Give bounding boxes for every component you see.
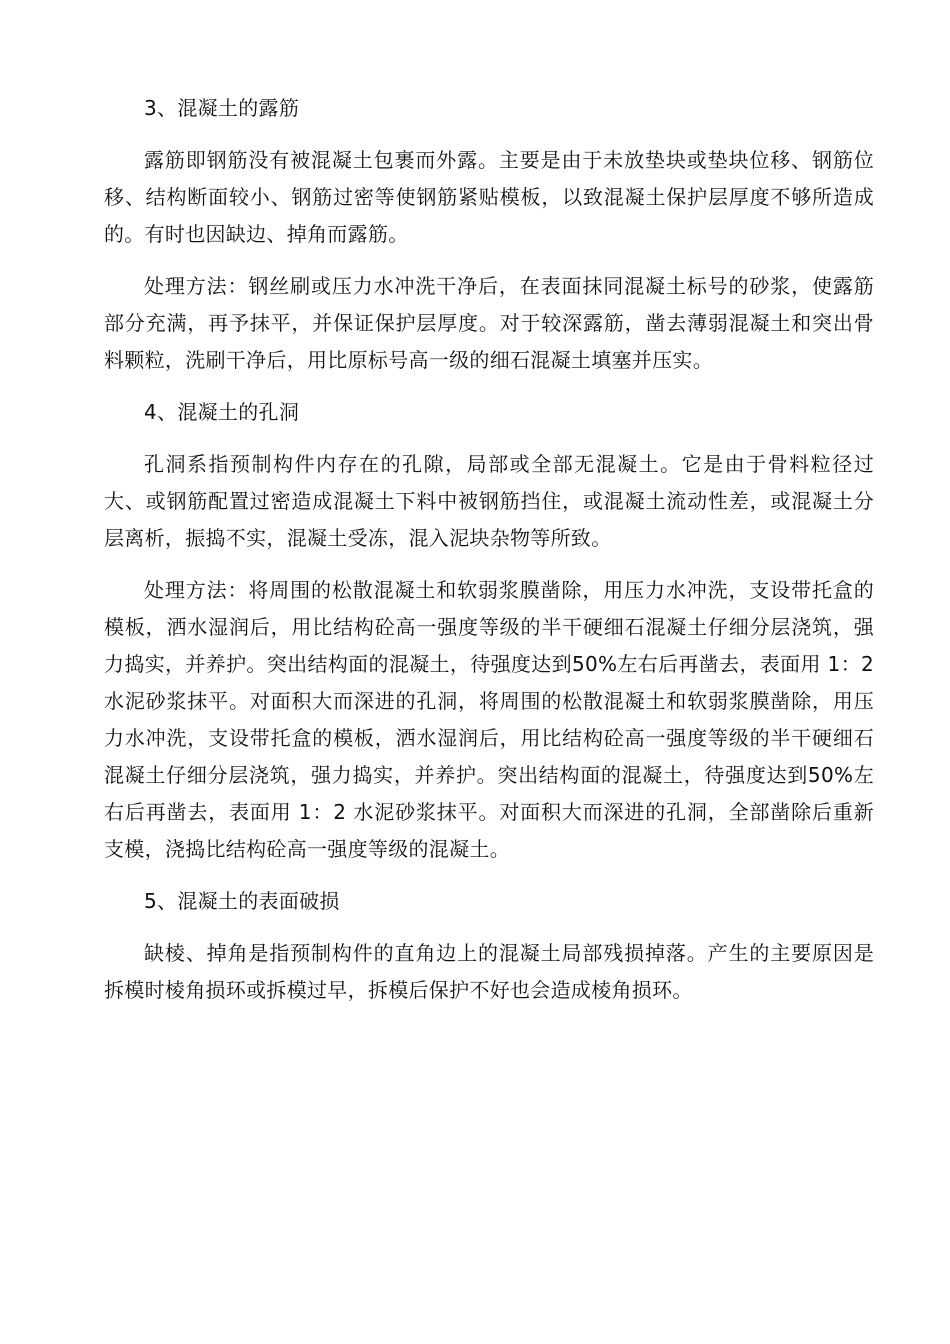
- paragraph-voids-treatment: 处理方法：将周围的松散混凝土和软弱浆膜凿除，用压力水冲洗，支设带托盒的模板，洒水湿润后，用比结构砼高一强度等级的半干硬细石混凝土仔细分层浇筑，强力捣实，并养护。突出结构面的混凝土，待强度达到50%左右后再凿去，表面用 1：2 水泥砂浆抹平。对面积大而深进的孔洞，将周围的松散混凝土和软弱浆膜凿除，用压力水冲洗，支设带托盒的模板，洒水湿润后，用比结构砼高一强度等级的半干硬细石混凝土仔细分层浇筑，强力捣实，并养护。突出结构面的混凝土，待强度达到50%左右后再凿去，表面用 1：2 水泥砂浆抹平。对面积大而深进的孔洞，全部凿除后重新支模，浇捣比结构砼高一强度等级的混凝土。: [104, 578, 874, 861]
- section-heading-5: 5、混凝土的表面破损: [144, 889, 340, 913]
- section-heading-3: 3、混凝土的露筋: [144, 96, 300, 120]
- paragraph-surface-damage-description: 缺棱、掉角是指预制构件的直角边上的混凝土局部残损掉落。产生的主要原因是拆模时棱角损环或拆模过早，拆模后保护不好也会造成棱角损环。: [104, 941, 874, 1002]
- document-body: [104, 90, 874, 1024]
- section-heading-4: 4、混凝土的孔洞: [144, 400, 300, 424]
- paragraph-exposed-rebar-description: 露筋即钢筋没有被混凝土包裹而外露。主要是由于未放垫块或垫块位移、钢筋位移、结构断面较小、钢筋过密等使钢筋紧贴模板，以致混凝土保护层厚度不够所造成的。有时也因缺边、掉角而露筋。: [104, 148, 874, 246]
- paragraph-exposed-rebar-treatment: 处理方法：钢丝刷或压力水冲洗干净后，在表面抹同混凝土标号的砂浆，使露筋部分充满，再予抹平，并保证保护层厚度。对于较深露筋，凿去薄弱混凝土和突出骨料颗粒，洗刷干净后，用比原标号高一级的细石混凝土填塞并压实。: [104, 274, 874, 372]
- paragraph-voids-description: 孔洞系指预制构件内存在的孔隙，局部或全部无混凝土。它是由于骨料粒径过大、或钢筋配置过密造成混凝土下料中被钢筋挡住，或混凝土流动性差，或混凝土分层离析，振捣不实，混凝土受冻，混入泥块杂物等所致。: [104, 452, 874, 550]
